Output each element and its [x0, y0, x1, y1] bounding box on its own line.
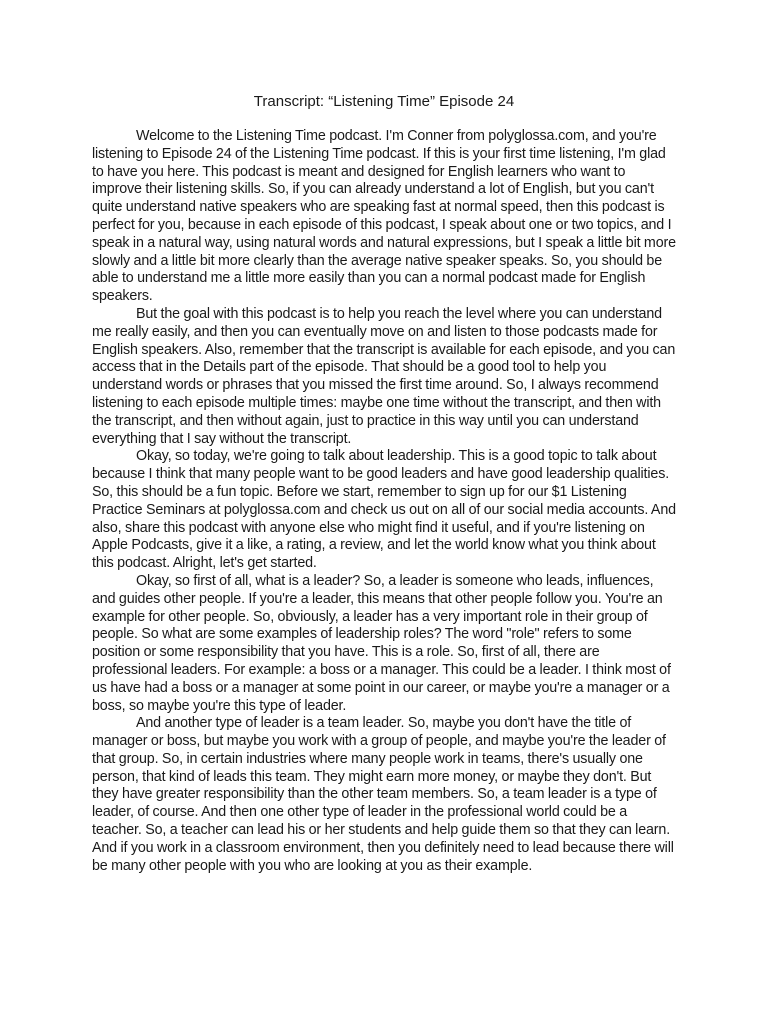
paragraph-4: Okay, so first of all, what is a leader? So, a leader is someone who leads, influences, and guides other people. If you're a leader, this means that other people follow you. You're an example for other people. So, obviously, a leader has a very important role in their group of people. So what are some examples of leadership roles? The word "role" refers to some position or some responsibility that you have. This is a role. So, first of all, there are professional leaders. For example: a boss or a manager. This could be a leader. I think most of us have had a boss or a manager at some point in our career, or maybe you're a manager or a boss, so maybe you're this type of leader. — [92, 572, 671, 714]
document-title: Transcript: “Listening Time” Episode 24 — [253, 93, 515, 110]
paragraph-1: Welcome to the Listening Time podcast. I'm Conner from polyglossa.com, and you're listening to Episode 24 of the Listening Time podcast. If this is your first time listening, I'm glad to have you here. This podcast is meant and designed for English learners who want to improve their listening skills. So, if you can already understand a lot of English, but you can't quite understand native speakers who are speaking fast at normal speed, then this podcast is perfect for you, because in each episode of this podcast, I speak about one or two topics, and I speak in a natural way, using natural words and natural expressions, but I speak a little bit more slowly and a little bit more clearly than the average native speaker speaks. So, you should be able to understand me a little more easily than you can a normal podcast made for English speakers. — [92, 128, 676, 305]
paragraph-3: Okay, so today, we're going to talk about leadership. This is a good topic to talk about because I think that many people want to be good leaders and have good leadership qualities. So, this should be a fun topic. Before we start, remember to sign up for our $1 Listening Practice Seminars at polyglossa.com and check us out on all of our social media accounts. And also, share this podcast with anyone else who might find it useful, and if you're listening on Apple Podcasts, give it a like, a rating, a review, and let the world know what you think about this podcast. Alright, let's get started. — [92, 448, 676, 572]
transcript-body — [92, 128, 676, 875]
paragraph-5: And another type of leader is a team leader. So, maybe you don't have the title of manager or boss, but maybe you work with a group of people, and maybe you're the leader of that group. So, in certain industries where many people work in teams, there's usually one person, that kind of leads this team. They might earn more money, or maybe they don't. But they have greater responsibility than the other team members. So, a team leader is a type of leader, of course. And then one other type of leader in the professional world could be a teacher. So, a teacher can lead his or her students and help guide them so that they can learn. And if you work in a classroom environment, then you definitely need to lead because there will be many other people with you who are looking at you as their example. — [92, 715, 674, 874]
paragraph-2: But the goal with this podcast is to help you reach the level where you can understand me really easily, and then you can eventually move on and listen to those podcasts made for English speakers. Also, remember that the transcript is available for each episode, and you can access that in the Details part of the episode. That should be a good tool to help you understand words or phrases that you missed the first time around. So, I always recommend listening to each episode multiple times: maybe one time without the transcript, and then with the transcript, and then without again, just to practice in this way until you can understand everything that I say without the transcript. — [92, 305, 676, 447]
